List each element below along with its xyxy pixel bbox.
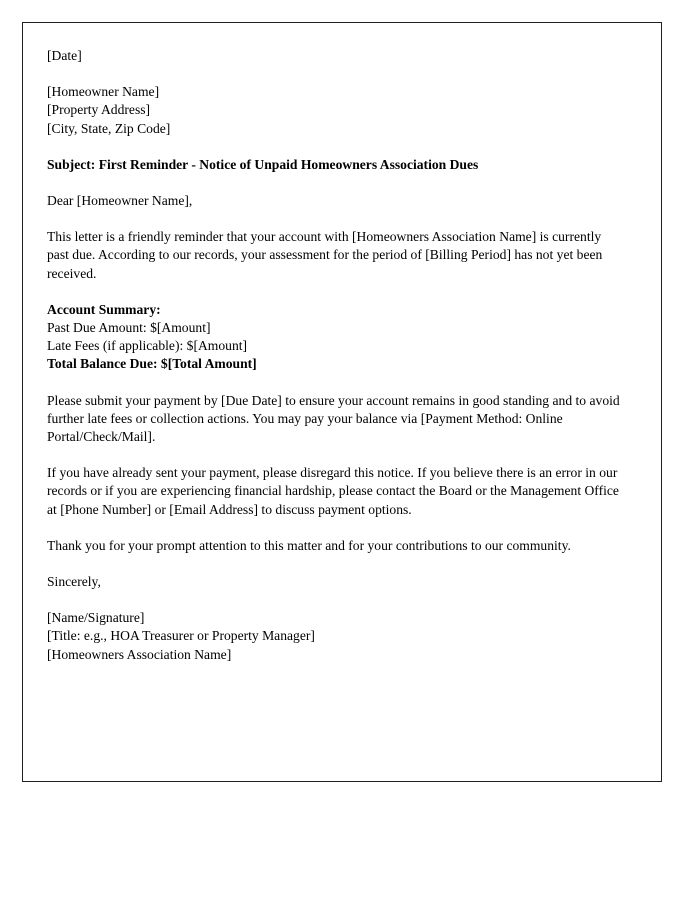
signature-name: [Name/Signature]: [47, 610, 145, 626]
recipient-street: [Property Address]: [47, 102, 151, 118]
spacer-after-closing: [47, 591, 625, 609]
spacer-after-summary: [47, 374, 625, 392]
spacer-after-thanks: [47, 555, 625, 573]
signature-block: [47, 609, 625, 664]
letter-content: [23, 23, 661, 664]
late-fees-row: Late Fees (if applicable): $[Amount]: [47, 338, 248, 354]
signature-organization: [Homeowners Association Name]: [47, 646, 232, 662]
date-line: [Date]: [47, 48, 82, 63]
letter-border-frame: [22, 22, 662, 782]
past-due-amount-row: Past Due Amount: $[Amount]: [47, 320, 211, 336]
recipient-city-state-zip: [City, State, Zip Code]: [47, 120, 171, 136]
recipient-name: [Homeowner Name]: [47, 84, 160, 100]
account-summary-block: [47, 301, 625, 374]
total-balance-due-row: Total Balance Due: $[Total Amount]: [47, 356, 257, 372]
thanks-paragraph: Thank you for your prompt attention to this matter and for your contributions to our community.: [47, 537, 571, 553]
account-summary-heading: Account Summary:: [47, 301, 161, 317]
closing-line: Sincerely,: [47, 574, 101, 590]
spacer-after-payment: [47, 446, 625, 464]
intro-paragraph: This letter is a friendly reminder that your account with [Homeowners Association Name] is currently past due. According to our records, your assessment for the period of [Billing Period] has not yet been received.: [47, 229, 603, 281]
recipient-address-block: [47, 83, 625, 138]
spacer-after-dispute: [47, 519, 625, 537]
payment-instructions-paragraph: Please submit your payment by [Due Date] to ensure your account remains in good standing and to avoid further late fees or collection actions. You may pay your balance via [Payment Method: Online Portal/Check/Mail].: [47, 392, 620, 445]
spacer-after-subject: [47, 174, 625, 192]
spacer-after-date: [47, 65, 625, 83]
subject-line: Subject: First Reminder - Notice of Unpaid Homeowners Association Dues: [47, 156, 479, 172]
dispute-contact-paragraph: If you have already sent your payment, please disregard this notice. If you believe there is an error in our records or if you are experiencing financial hardship, please contact the Board or the Management Office at [Phone Number] or [Email Address] to discuss payment options.: [47, 465, 619, 517]
signature-title: [Title: e.g., HOA Treasurer or Property Manager]: [47, 628, 315, 644]
spacer-after-intro: [47, 283, 625, 301]
spacer-after-salutation: [47, 210, 625, 228]
salutation: Dear [Homeowner Name],: [47, 193, 193, 209]
spacer-after-recipient: [47, 138, 625, 156]
